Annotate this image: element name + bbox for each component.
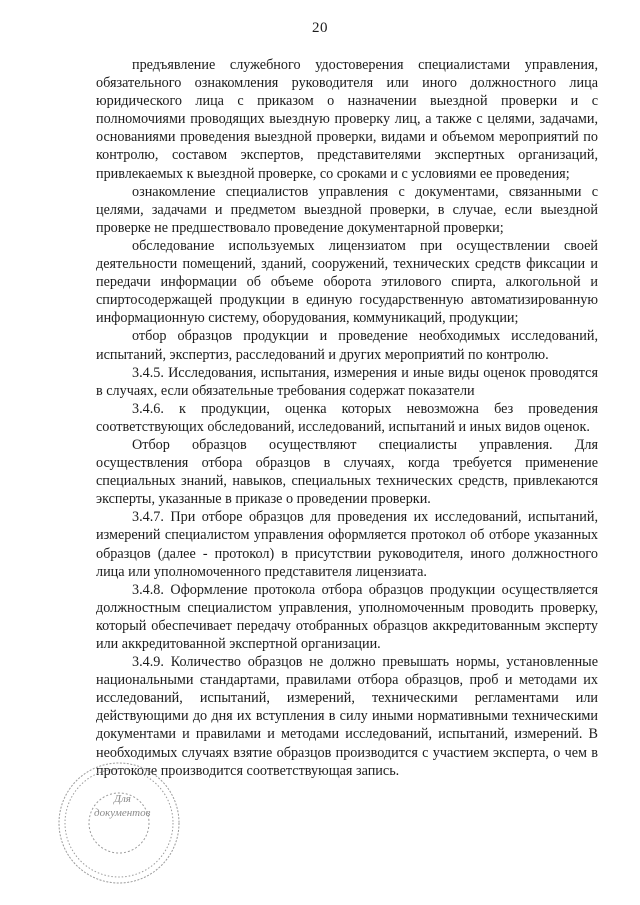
paragraph-2: ознакомление специалистов управления с документами, связанными с целями, задачами и предметом выездной проверки, в случае, если выездной проверке не предшествовало проведение документарной проверки;: [96, 183, 598, 236]
paragraph-3-4-7: 3.4.7. При отборе образцов для проведения их исследований, испытаний, измерений специалистом управления оформляется протокол об отборе указанных образцов (далее - протокол) в присутствии руководителя, иного должностного лица или уполномоченного представителя лицензиата.: [96, 509, 598, 580]
stamp-text-line-2: документов: [94, 807, 151, 819]
paragraph-sampling: Отбор образцов осуществляют специалисты управления. Для осуществления отбора образцов в случаях, когда требуется применение специальных знаний, навыков, специальных технических средств, привлекаются эксперты, указанные в приказе о проведении проверки.: [96, 436, 598, 508]
stamp-text-line-1: Для: [114, 793, 131, 805]
paragraph-3-4-9: 3.4.9. Количество образцов не должно превышать нормы, установленные национальными стандартами, правилами отбора образцов, проб и методами их исследований, испытаний, измерений, техническими регламентами или действующими до дня их вступления в силу иными нормативными техническими документами и правилами и методами исследований, испытаний, измерений. В необходимых случаях взятие образцов производится с участием эксперта, о чем в протоколе производится соответствующая запись.: [96, 654, 598, 779]
paragraph-3-4-6: 3.4.6. к продукции, оценка которых невозможна без проведения соответствующих обследований, исследований, испытаний и иных видов оценок.: [96, 400, 598, 435]
document-body: [96, 56, 598, 780]
paragraph-3-4-8: 3.4.8. Оформление протокола отбора образцов продукции осуществляется должностным специалистом управления, уполномоченным проводить проверку, который обеспечивает передачу отобранных образцов аккредитованным эксперту или аккредитованной экспертной организации.: [96, 581, 598, 652]
paragraph-4: отбор образцов продукции и проведение необходимых исследований, испытаний, экспертиз, расследований и других мероприятий по контролю.: [96, 328, 598, 363]
page-number: 20: [312, 20, 328, 36]
paragraph-3-4-5: 3.4.5. Исследования, испытания, измерения и иные виды оценок проводятся в случаях, если обязательные требования содержат показатели: [96, 364, 598, 399]
paragraph-1: предъявление служебного удостоверения специалистами управления, обязательного ознакомления руководителя или иного должностного лица юридического лица с приказом о назначении выездной проверки и с полномочиями проводящих выездную проверку лиц, а также с целями, задачами, основаниями проведения выездной проверки, видами и объемом мероприятий по контролю, составом экспертов, представителями экспертных организаций, привлекаемых к выездной проверке, со сроками и с условиями ее проведения;: [96, 57, 598, 182]
paragraph-3: обследование используемых лицензиатом при осуществлении своей деятельности помещений, зданий, сооружений, технических средств фиксации и передачи информации об объеме оборота этилового спирта, алкогольной и спиртосодержащей продукции в единую государственную автоматизированную информационную систему, оборудования, коммуникаций, продукции;: [96, 237, 598, 327]
